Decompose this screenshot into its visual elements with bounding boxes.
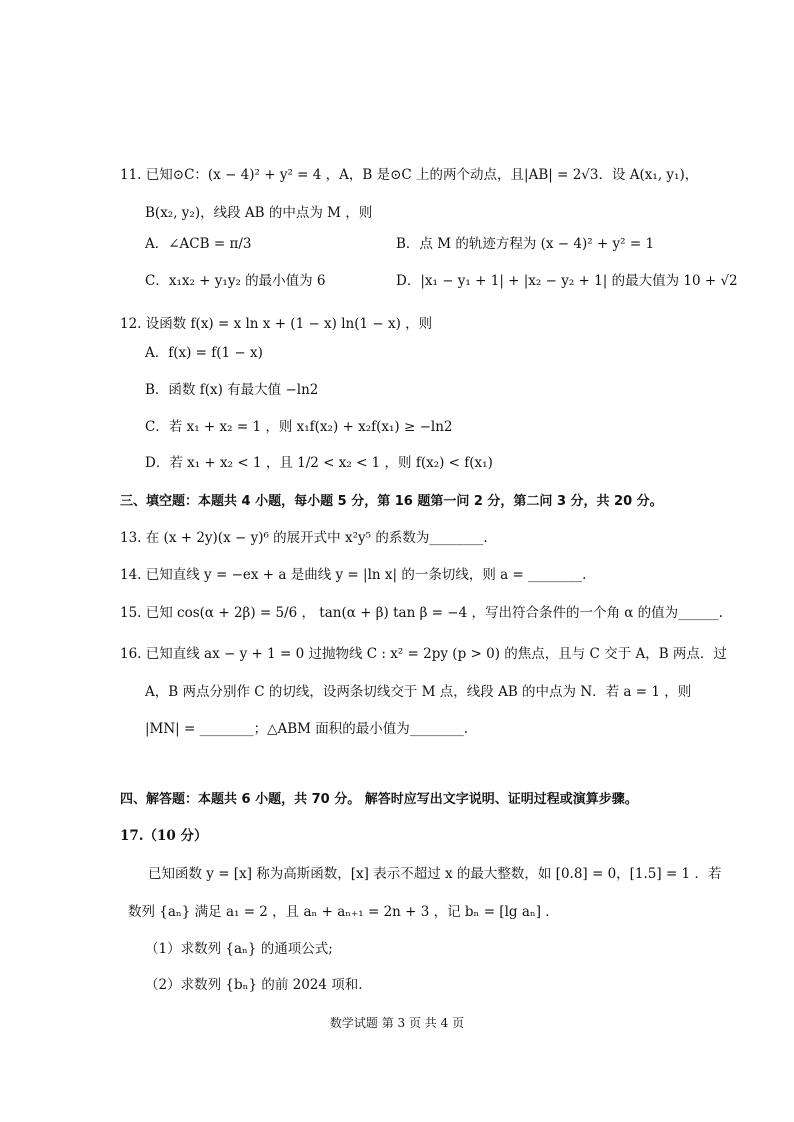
q12-option-d: D．若 x₁ + x₂ < 1 ，且 1/2 < x₂ < 1 ，则 f(x₂) < f(x₁) bbox=[145, 455, 493, 471]
q11-option-c: C．x₁x₂ + y₁y₂ 的最小值为 6 bbox=[145, 273, 326, 289]
q17-heading: 17.（10 分） bbox=[120, 828, 208, 844]
q11-option-a: A．∠ACB = π/3 bbox=[145, 236, 252, 252]
question-14: 14. 已知直线 y = −ex + a 是曲线 y = |ln x| 的一条切线，则 a = ________. bbox=[120, 567, 587, 583]
q11-stem-line1: 11. 已知⊙C：(x − 4)² + y² = 4 ，A，B 是⊙C 上的两个动点，且|AB| = 2√3．设 A(x₁, y₁)， bbox=[120, 167, 699, 183]
section-4-heading: 四、解答题：本题共 6 小题，共 70 分。 解答时应写出文字说明、证明过程或演算步骤。 bbox=[120, 792, 638, 807]
question-15: 15. 已知 cos(α + 2β) = 5/6 ， tan(α + β) tan β = −4 ，写出符合条件的一个角 α 的值为______. bbox=[120, 605, 723, 621]
question-13: 13. 在 (x + 2y)(x − y)⁶ 的展开式中 x²y⁵ 的系数为________. bbox=[120, 530, 488, 546]
page-footer: 数学试题 第 3 页 共 4 页 bbox=[329, 1016, 465, 1030]
q12-stem: 12. 设函数 f(x) = x ln x + (1 − x) ln(1 − x) ，则 bbox=[120, 316, 433, 332]
q16-line1: 16. 已知直线 ax − y + 1 = 0 过抛物线 C : x² = 2py (p > 0) 的焦点，且与 C 交于 A，B 两点．过 bbox=[120, 646, 727, 662]
q16-line2: A，B 两点分别作 C 的切线，设两条切线交于 M 点，线段 AB 的中点为 N．若 a = 1 ，则 bbox=[145, 684, 692, 700]
q11-option-d: D．|x₁ − y₁ + 1| + |x₂ − y₂ + 1| 的最大值为 10 + √2 bbox=[396, 273, 738, 289]
q12-option-c: C．若 x₁ + x₂ = 1 ，则 x₁f(x₂) + x₂f(x₁) ≥ −ln2 bbox=[145, 419, 453, 435]
q17-line1: 已知函数 y = [x] 称为高斯函数，[x] 表示不超过 x 的最大整数，如 [0.8] = 0，[1.5] = 1 ．若 bbox=[148, 866, 722, 882]
q16-line3: |MN| = ________；△ABM 面积的最小值为________. bbox=[145, 721, 469, 737]
q17-part2: （2）求数列 {bₙ} 的前 2024 项和. bbox=[145, 977, 363, 993]
section-3-heading: 三、填空题：本题共 4 小题，每小题 5 分，第 16 题第一问 2 分，第二问 3 分，共 20 分。 bbox=[120, 494, 663, 509]
q17-part1: （1）求数列 {aₙ} 的通项公式; bbox=[145, 941, 333, 957]
q12-option-b: B．函数 f(x) 有最大值 −ln2 bbox=[145, 382, 319, 398]
q12-option-a: A．f(x) = f(1 − x) bbox=[145, 345, 263, 361]
q17-line2: 数列 {aₙ} 满足 a₁ = 2 ，且 aₙ + aₙ₊₁ = 2n + 3 ，记 bₙ = [lg aₙ] ． bbox=[128, 904, 559, 920]
q11-option-b: B．点 M 的轨迹方程为 (x − 4)² + y² = 1 bbox=[396, 236, 655, 252]
q11-stem-line2: B(x₂, y₂)，线段 AB 的中点为 M ，则 bbox=[145, 205, 373, 221]
